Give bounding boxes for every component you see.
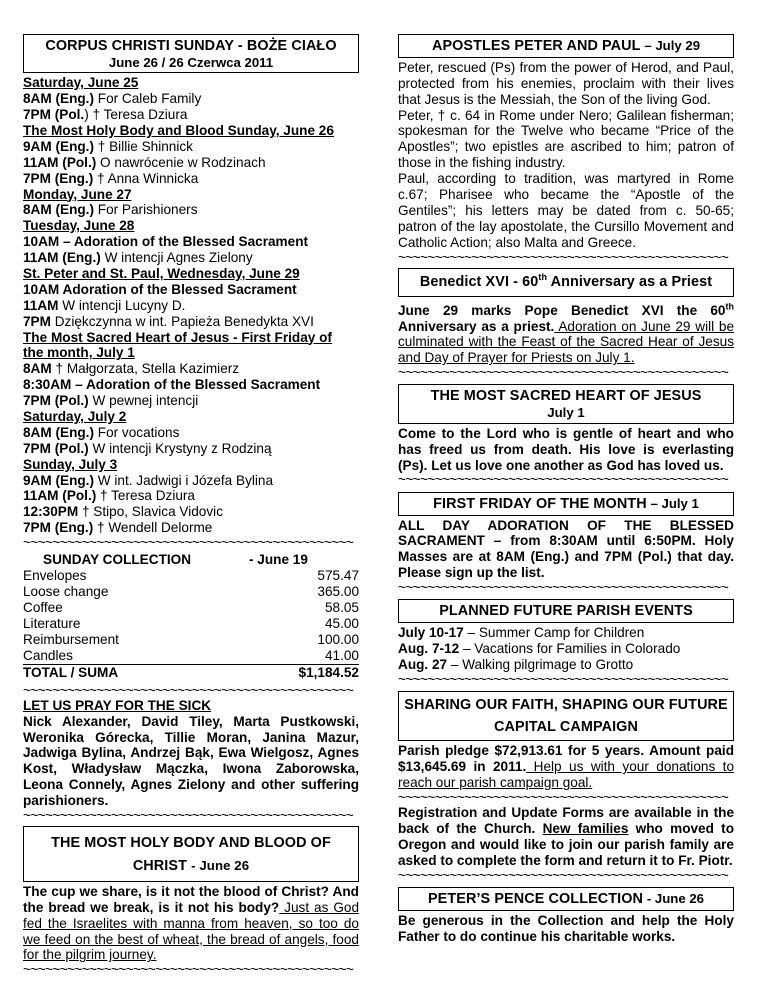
body-blood-text-underline: Just as God fed the Israelites with manna from heaven, so too do we feed on the best of wheat, the bread of angels, food for the pilgrim journey. — [23, 899, 360, 963]
schedule-text: The Most Holy Body and Blood Sunday, June 26 — [23, 122, 334, 138]
planned-event-item — [398, 641, 734, 657]
schedule-text: 11AM (Pol.) — [23, 488, 101, 504]
schedule-text: 9AM (Eng.) — [23, 472, 98, 488]
peters-pence-header — [398, 887, 734, 911]
collection-row — [23, 584, 359, 600]
collection-row — [23, 648, 359, 664]
schedule-line — [23, 488, 359, 504]
schedule-text: Saturday, June 25 — [23, 75, 139, 91]
planned-event-text: – Summer Camp for Children — [463, 625, 645, 641]
schedule-line — [23, 473, 359, 489]
schedule-text: † Wendell Delorme — [97, 520, 213, 536]
campaign-title: SHARING OUR FAITH, SHAPING OUR FUTURE CAPITAL CAMPAIGN — [404, 697, 728, 735]
schedule-line — [23, 187, 359, 203]
collection-total-label: TOTAL / SUMA — [23, 664, 119, 680]
registration-new-families: New families — [542, 821, 629, 837]
schedule-text: 12:30PM — [23, 504, 82, 520]
sick-list: Nick Alexander, David Tiley, Marta Pustkowski, Weronika Górecka, Tillie Moran, Janina Mazur, Jadwiga Bylina, Andrzej Bąk, Ewa Wielgosz, Agnes Kost, Władysław Mączka, Iwona Zaborowska, Leona Connely, Agnes Zielony and other suffering parishioners. — [23, 713, 359, 809]
schedule-line — [23, 123, 359, 139]
schedule-text: Monday, June 27 — [23, 186, 132, 202]
separator: ~~~~~~~~~~~~~~~~~~~~~~~~~~~~~~~~~~~~~~~~~~~~~ — [398, 868, 729, 883]
schedule-text: 7PM (Eng.) — [23, 170, 98, 186]
schedule-text: † Małgorzata, Stella Kazimierz — [55, 361, 240, 377]
schedule-text: 9AM (Eng.) — [23, 138, 98, 154]
schedule-line — [23, 139, 359, 155]
collection-row — [23, 600, 359, 616]
schedule-text: W intencji Agnes Zielony — [104, 250, 253, 266]
schedule-text: For vocations — [97, 424, 180, 440]
schedule-text: ) † Teresa Dziura — [84, 107, 188, 123]
schedule-line — [23, 520, 359, 536]
planned-event-text: – Walking pilgrimage to Grotto — [447, 656, 634, 672]
campaign-underline: Help us with your donations to reach our parish campaign goal. — [398, 759, 734, 791]
benedict-bold2: Anniversary as a priest. — [398, 318, 555, 334]
schedule-text: 7PM — [23, 313, 55, 329]
schedule-line — [23, 425, 359, 441]
collection-value: 575.47 — [317, 568, 359, 584]
schedule-line — [23, 330, 359, 346]
planned-event-item — [398, 657, 734, 673]
campaign-header — [398, 691, 734, 741]
sunday-collection — [23, 552, 359, 680]
schedule-text: 7PM (Eng.) — [23, 520, 98, 536]
first-friday-date: – July 1 — [650, 495, 699, 511]
collection-total-value: $1,184.52 — [298, 664, 359, 680]
body-blood-title: THE MOST HOLY BODY AND BLOOD OF CHRIST — [51, 835, 331, 874]
separator: ~~~~~~~~~~~~~~~~~~~~~~~~~~~~~~~~~~~~~~~~~~~~~ — [398, 473, 729, 488]
schedule-text: 10AM – Adoration of the Blessed Sacrament — [23, 234, 309, 250]
separator: ~~~~~~~~~~~~~~~~~~~~~~~~~~~~~~~~~~~~~~~~~~~~~ — [23, 809, 354, 823]
schedule-text: Dziękczynna w int. Papieża Benedykta XVI — [54, 313, 314, 329]
schedule-line — [23, 250, 359, 266]
schedule-text: 8:30AM – Adoration of the Blessed Sacrament — [23, 377, 321, 393]
collection-header — [23, 552, 359, 568]
schedule-text: † Anna Winnicka — [97, 170, 199, 186]
schedule-text: W intencji Lucyny D. — [62, 297, 186, 313]
schedule-text: † Stipo, Slavica Vidovic — [81, 504, 223, 520]
left-column — [23, 34, 359, 978]
benedict-sup: th — [725, 301, 734, 312]
planned-events-list — [398, 625, 734, 673]
sacred-heart-date: July 1 — [547, 405, 585, 421]
benedict-text — [398, 303, 734, 367]
body-blood-header — [23, 826, 359, 882]
campaign-bold: Parish pledge $72,913.61 for 5 years. Amount paid $13,645.69 in 2011. — [398, 743, 734, 775]
collection-value: 100.00 — [317, 631, 359, 647]
schedule-line — [23, 91, 359, 107]
benedict-title-a: Benedict XVI - 60 — [419, 273, 539, 290]
registration-b: who moved to Oregon and would like to join our parish family are asked to complete the form and return it to Fr. Piotr. — [398, 821, 735, 868]
schedule-text: 11AM (Pol.) — [23, 154, 101, 170]
collection-row — [23, 616, 359, 632]
schedule-text: W intencji Krystyny z Rodziną — [92, 440, 272, 456]
body-blood-date: - June 26 — [191, 857, 250, 873]
benedict-header — [398, 268, 734, 297]
benedict-underline: Adoration on June 29 will be culminated with the Feast of the Sacred Hear of Jesus and Day of Prayer for Priests on July 1. — [398, 318, 735, 366]
collection-row — [23, 632, 359, 648]
peters-pence-date: - June 26 — [646, 891, 705, 907]
schedule-line — [23, 314, 359, 330]
first-friday-title: FIRST FRIDAY OF THE MONTH — [433, 495, 647, 512]
campaign-text — [398, 743, 734, 791]
apostles-date: – July 29 — [644, 38, 701, 53]
collection-rows — [23, 568, 359, 663]
collection-row — [23, 568, 359, 584]
planned-events-header — [398, 599, 734, 623]
schedule-line — [23, 202, 359, 218]
schedule-line — [23, 345, 359, 361]
separator: ~~~~~~~~~~~~~~~~~~~~~~~~~~~~~~~~~~~~~~~~~~~~~ — [398, 366, 729, 381]
separator: ~~~~~~~~~~~~~~~~~~~~~~~~~~~~~~~~~~~~~~~~~~~~~ — [23, 683, 354, 698]
schedule-line — [23, 171, 359, 187]
separator: ~~~~~~~~~~~~~~~~~~~~~~~~~~~~~~~~~~~~~~~~~~~~~ — [398, 250, 729, 265]
planned-event-date: July 10-17 — [398, 625, 464, 641]
collection-label: Candles — [23, 647, 73, 663]
schedule-text: For Caleb Family — [97, 91, 202, 107]
benedict-title — [420, 274, 712, 290]
schedule-line — [23, 393, 359, 409]
schedule-line — [23, 377, 359, 393]
sick-heading: LET US PRAY FOR THE SICK — [23, 697, 212, 713]
sacred-heart-header — [398, 384, 734, 423]
schedule-text: 11AM (Eng.) — [23, 250, 105, 266]
schedule-text: The Most Sacred Heart of Jesus - First Friday of — [23, 329, 332, 345]
sick-section — [23, 698, 359, 809]
corpus-christi-title: CORPUS CHRISTI SUNDAY - BOŻE CIAŁO — [45, 38, 337, 54]
schedule-text: 8AM (Eng.) — [23, 424, 98, 440]
first-friday-text: ALL DAY ADORATION OF THE BLESSED SACRAMENT – from 8:30AM until 6:50PM. Holy Masses are at 8AM (Eng.) and 7PM (Pol.) that day. Please sign up the list. — [398, 517, 734, 581]
schedule-text: Saturday, July 2 — [23, 408, 127, 424]
collection-value: 58.05 — [324, 600, 359, 616]
schedule-text: St. Peter and St. Paul, Wednesday, June 29 — [23, 265, 300, 281]
schedule-text: 7PM (Pol.) — [23, 393, 93, 409]
schedule-line — [23, 457, 359, 473]
apostles-header — [398, 34, 734, 58]
collection-label: Envelopes — [23, 568, 87, 584]
schedule-line — [23, 75, 359, 91]
collection-total-row — [23, 664, 359, 681]
schedule-text: W pewnej intencji — [92, 393, 199, 409]
body-blood-text — [23, 884, 359, 963]
schedule-text: Sunday, July 3 — [23, 456, 118, 472]
collection-label: Loose change — [23, 584, 109, 600]
apostles-paragraph: Peter, rescued (Ps) from the power of Herod, and Paul, protected from his enemies, proclaim with their lives that Jesus is the Messiah, the Son of the living God. — [398, 59, 734, 107]
separator: ~~~~~~~~~~~~~~~~~~~~~~~~~~~~~~~~~~~~~~~~~~~~~ — [398, 791, 729, 806]
schedule-line — [23, 234, 359, 250]
benedict-bold: June 29 marks Pope Benedict XVI the 60 — [398, 302, 726, 318]
peters-pence-text: Be generous in the Collection and help the Holy Father to do continue his charitable works. — [398, 912, 734, 944]
separator: ~~~~~~~~~~~~~~~~~~~~~~~~~~~~~~~~~~~~~~~~~~~~~ — [23, 963, 354, 978]
apostles-paragraph: Peter, † c. 64 in Rome under Nero; Galilean fisherman; spokesman for the Twelve who became “Price of the Apostles”; two epistles are ascribed to him; patron of those in the fishing industry. — [398, 107, 734, 171]
benedict-title-b: Anniversary as a Priest — [547, 273, 713, 290]
schedule-line — [23, 361, 359, 377]
collection-value: 365.00 — [317, 584, 359, 600]
apostles-paragraph: Paul, according to tradition, was martyred in Rome c.67; Pharisee who became the “Apostle of the Gentiles”; his letters may be dated from c. 50-65; patron of the lay apostolate, the Cursillo Movement and Catholic Action; also Malta and Greece. — [398, 171, 734, 250]
separator: ~~~~~~~~~~~~~~~~~~~~~~~~~~~~~~~~~~~~~~~~~~~~~ — [23, 536, 354, 551]
schedule-text: O nawrócenie w Rodzinach — [100, 154, 266, 170]
collection-value: 41.00 — [324, 647, 359, 663]
planned-event-item — [398, 625, 734, 641]
schedule-text: 8AM (Eng.) — [23, 91, 98, 107]
registration-a: Registration and Update Forms are available in the back of the Church. — [398, 805, 734, 837]
schedule-line — [23, 266, 359, 282]
corpus-christi-header — [23, 34, 359, 73]
sacred-heart-title: THE MOST SACRED HEART OF JESUS — [430, 388, 702, 405]
mass-schedule — [23, 75, 359, 536]
schedule-text: Tuesday, June 28 — [23, 218, 135, 234]
right-column — [398, 34, 734, 945]
registration-text — [398, 805, 734, 869]
schedule-line — [23, 218, 359, 234]
schedule-text: 7PM (Pol. — [23, 107, 85, 123]
peters-pence-title: PETER’S PENCE COLLECTION — [427, 891, 644, 908]
schedule-text: † Teresa Dziura — [100, 488, 195, 504]
schedule-line — [23, 409, 359, 425]
schedule-line — [23, 441, 359, 457]
schedule-text: † Billie Shinnick — [97, 138, 193, 154]
apostles-text — [398, 60, 734, 251]
collection-label: Coffee — [23, 600, 63, 616]
schedule-text: 10AM Adoration of the Blessed Sacrament — [23, 281, 297, 297]
separator: ~~~~~~~~~~~~~~~~~~~~~~~~~~~~~~~~~~~~~~~~~~~~~ — [398, 581, 729, 596]
collection-title: SUNDAY COLLECTION — [43, 552, 192, 568]
schedule-line — [23, 107, 359, 123]
schedule-text: 11AM — [23, 297, 63, 313]
first-friday-header — [398, 492, 734, 516]
corpus-christi-date: June 26 / 26 Czerwca 2011 — [108, 54, 274, 70]
planned-event-date: Aug. 7-12 — [398, 641, 460, 657]
schedule-text: 8AM (Eng.) — [23, 202, 98, 218]
schedule-line — [23, 282, 359, 298]
apostles-title: APOSTLES PETER AND PAUL — [431, 38, 641, 54]
schedule-text: 8AM — [23, 361, 56, 377]
collection-label: Reimbursement — [23, 631, 119, 647]
planned-events-title: PLANNED FUTURE PARISH EVENTS — [439, 603, 693, 620]
benedict-title-sup: th — [538, 272, 548, 282]
sacred-heart-text: Come to the Lord who is gentle of heart and who has freed us from death. His love is everlasting (Ps). Let us love one another as God has loved us. — [398, 425, 734, 473]
collection-label: Literature — [23, 615, 81, 631]
schedule-text: 7PM (Pol.) — [23, 440, 93, 456]
collection-date: - June 19 — [249, 552, 308, 568]
schedule-line — [23, 298, 359, 314]
schedule-text: the month, July 1 — [23, 345, 135, 361]
planned-event-date: Aug. 27 — [398, 656, 448, 672]
schedule-text: W int. Jadwigi i Józefa Bylina — [97, 472, 274, 488]
collection-value: 45.00 — [324, 615, 359, 631]
schedule-text: For Parishioners — [97, 202, 198, 218]
planned-event-text: – Vacations for Families in Colorado — [459, 641, 681, 657]
body-blood-text-bold: The cup we share, is it not the blood of Christ? And the bread we break, is it not his body? — [23, 883, 359, 915]
separator: ~~~~~~~~~~~~~~~~~~~~~~~~~~~~~~~~~~~~~~~~~~~~~ — [398, 672, 729, 687]
schedule-line — [23, 155, 359, 171]
schedule-line — [23, 504, 359, 520]
